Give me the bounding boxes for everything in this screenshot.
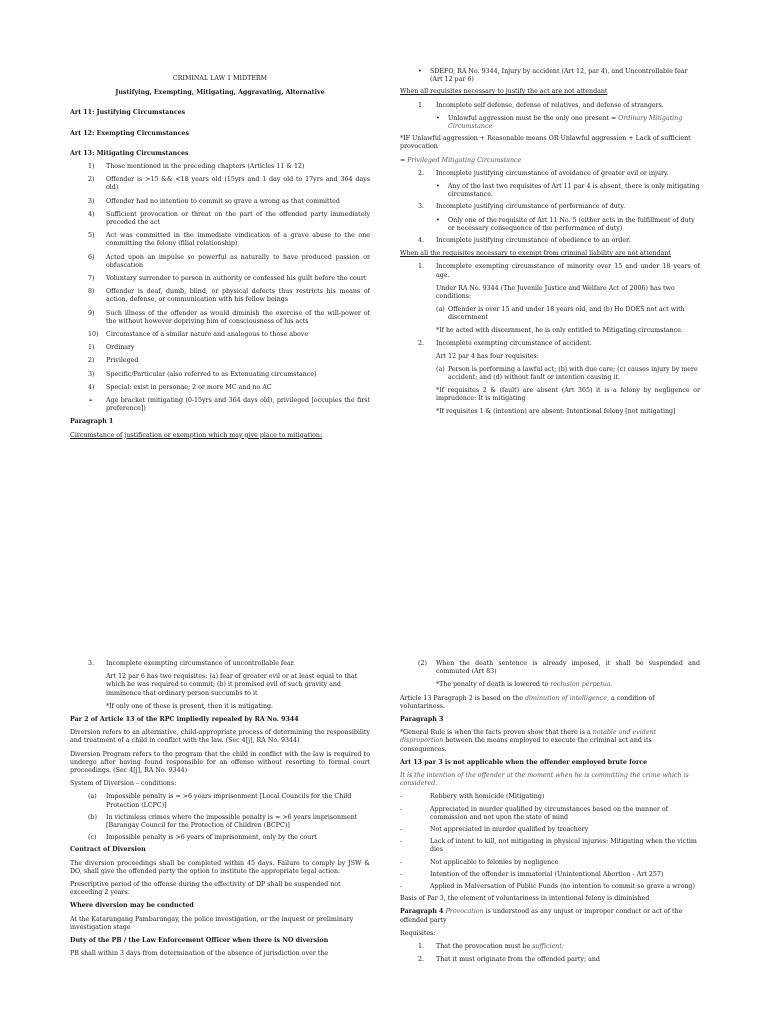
list-item: - Appreciated in murder qualified by circumstances based on the manner of commission and not upon the state of mind xyxy=(400,805,669,821)
document-subtitle: Justifying, Exempting, Mitigating, Aggravating, Alternative xyxy=(115,89,325,97)
exempt-heading: When all the requisites necessary to exempt from criminal liability are not attendant xyxy=(400,250,671,258)
list-item: 9) Such illness of the offender as would diminish the exercise of the will-power of the without however depriving him of consciousness of his acts xyxy=(88,309,370,325)
requisite-note-1: *If requisites 2 & (fault) are absent (Art 365) it is a felony by negligence or imprudence: It is mitigating xyxy=(436,386,700,402)
list-item: 6) Acted upon an impulse so powerful as naturally to have produced passion or obfuscation xyxy=(88,253,370,269)
list-item: 2. Incomplete exempting circumstance of accident. xyxy=(418,339,592,347)
list-item: 1) Ordinary xyxy=(88,344,135,352)
list-item: 2) Offender is >15 && <18 years old (15yrs and 1 day old to 17yrs and 364 days old) xyxy=(88,176,370,192)
paragraph-4-text: Paragraph 4 Provocation is understood as any unjust or improper conduct or act of the offended party xyxy=(400,908,683,924)
list-item: 2) Privileged xyxy=(88,357,139,365)
system-heading: System of Diversion – conditions: xyxy=(70,780,177,788)
justify-heading: When all requisites necessary to justify the act are not attendant xyxy=(400,88,608,96)
discernment-note: *If he acted with discernment, he is only entitled to Mitigating circumstance. xyxy=(436,326,683,334)
list-item: - Applied in Malversation of Public Funds (no intention to commit so grave a wrong) xyxy=(400,883,695,891)
list-item: 4. Incomplete justifying circumstance of obedience to an order. xyxy=(418,237,631,245)
art11-heading: Art 11: Justifying Circumstances xyxy=(70,109,186,117)
list-item: 4) Special: exist in personae; 2 or more MC and no AC xyxy=(88,383,272,391)
document-title: CRIMINAL LAW 1 MIDTERM xyxy=(172,75,268,82)
art12-par4-note: Art 12 par 4 has four requisites: xyxy=(436,353,539,361)
list-item: - Intention of the offender is immaterial (Unintentional Abortion - Art 257) xyxy=(400,870,664,878)
page-section-top-left xyxy=(70,70,370,530)
art12-heading: Art 12: Exempting Circumstances xyxy=(70,129,189,137)
basis-par3: Basis of Par 3, the element of voluntariness in intentional felony is diminished xyxy=(400,895,650,903)
where-text: At the Katarungang Pambarangay, the police investigation, or the inquest or preliminary investigation stage xyxy=(70,915,354,931)
list-item: 7) Voluntary surrender to person in authority or confessed his guilt before the court xyxy=(88,275,367,283)
list-item: 3. Incomplete exempting circumstance of uncontrollable fear. xyxy=(88,660,296,667)
page-section-top-right xyxy=(400,68,700,538)
note-if: *IF Unlawful aggression + Reasonable means OR Unlawful aggression + Lack of sufficient provocation xyxy=(400,135,691,151)
list-item: 1) Those mentioned in the preceding chapters (Articles 11 & 12) xyxy=(88,163,305,171)
list-item: 1. Incomplete self defense, defense of relatives, and defense of strangers. xyxy=(418,101,664,109)
ra9344-note: Under RA No. 9344 (The Juvenile Justice and Welfare Act of 2006) has two conditions: xyxy=(436,284,675,301)
list-item: • Any of the last two requisites of Art 11 par 4 is absent, there is only mitigating circumstance. xyxy=(436,183,700,199)
contract-heading: Contract of Diversion xyxy=(70,846,146,854)
list-item: (a) Person is performing a lawful act; (b) with due care; (c) causes injury by mere accident; and (d) without fault or intention causing it. xyxy=(436,366,698,382)
paragraph-1-text: Circumstance of justification or exemption which may give place to mitigation: xyxy=(70,431,323,439)
list-item: • Unlawful aggression must be the only one present = Ordinary Mitigating Circumstance xyxy=(436,114,683,131)
paragraph-1-heading: Paragraph 1 xyxy=(70,418,114,426)
page-section-bottom-right xyxy=(400,660,700,1024)
list-item: (a) Offender is over 15 and under 18 years old, and (b) He DOES not act with discernment xyxy=(436,306,685,322)
prescriptive-text: Prescriptive period of the offense during the effectivity of DP shall be suspended not exceeding 2 years. xyxy=(70,881,341,897)
mitigating-list xyxy=(70,163,370,413)
duty-heading: Duty of the PB / the Law Enforcement Officer when there is NO diversion xyxy=(70,937,329,945)
list-item: 10) Circumstance of a similar nature and analogous to those above xyxy=(88,331,309,339)
only-one-note: *If only one of these is present, then it is mitigating. xyxy=(106,702,274,710)
duty-text: PB shall within 3 days from determination of the absence of jurisdiction over the xyxy=(70,950,329,958)
list-item: 2. That it must originate from the offended party; and xyxy=(418,956,600,964)
dash-list xyxy=(400,793,700,891)
list-item: - Not applicable to felonies by negligence xyxy=(400,858,559,866)
diversion-definition: Diversion refers to an alternative, child-appropriate process of determining the responsibility and treatment of a child in conflict with the law. (Sec 4[j], RA No. 9344) xyxy=(70,729,370,745)
list-item: 1. Incomplete exempting circumstance of minority over 15 and under 18 years of age. xyxy=(418,263,700,279)
list-item: 2. Incomplete justifying circumstance of avoidance of greater evil or injury. xyxy=(418,169,669,177)
intention-note: It is the intention of the offender at the moment when he is committing the crime which is considered. xyxy=(400,772,689,788)
list-item: • SDEFO, RA No. 9344, Injury by accident (Art 12, par 4), and Uncontrollable fear (Art 12 par 6) xyxy=(418,68,688,84)
general-rule: *General Rule is when the facts proven show that there is a notable and evident disproportion between the means employed to execute the criminal act and its consequences. xyxy=(400,729,657,753)
list-item: • Only one of the requisite of Art 11 No. 5 (either acts in the fulfillment of duty or necessary consequence of the performance of duty) xyxy=(436,216,695,232)
list-item: 4) Sufficient provocation or threat on the part of the offended party immediately preceded the act xyxy=(88,210,370,227)
list-item: 3. Incomplete justifying circumstance of performance of duty. xyxy=(418,203,626,211)
where-heading: Where diversion may be conducted xyxy=(70,902,194,910)
list-item: (c) Impossible penalty is >6 years of imprisonment, only by the court xyxy=(88,834,317,842)
paragraph-3-heading: Paragraph 3 xyxy=(400,716,444,724)
list-item: - Lack of intent to kill, not mitigating in physical injuries: Mitigating when the victim dies xyxy=(400,838,697,854)
death-note: *The penalty of death is lowered to reclusion perpetua. xyxy=(436,681,613,689)
list-item: - Not appreciated in murder qualified by treachery xyxy=(400,826,589,834)
list-item: 5) Act was committed in the immediate vindication of a grave abuse to the one committing the felony (filial relationship) xyxy=(88,232,370,248)
note-eq: = Privileged Mitigating Circumstance xyxy=(400,156,522,164)
par2-heading: Par 2 of Article 13 of the RPC impliedly repealed by RA No. 9344 xyxy=(70,716,299,724)
list-item: ➢ Age bracket (mitigating (0-15yrs and 364 days old), privileged [occupies the first preference]) xyxy=(88,397,370,413)
contract-text: The diversion proceedings shall be completed within 45 days. Failure to comply by JSW & DO, shall give the offended party the option to institute the appropriate legal action. xyxy=(70,859,370,875)
list-item: (2) When the death sentence is already imposed, it shall be suspended and commuted (Art 83) xyxy=(418,660,700,676)
art13-par3-heading: Art 13 par 3 is not applicable when the offender employed brute force xyxy=(400,758,648,766)
list-item: 8) Offender is deaf, dumb, blind, or physical defects thus restricts his means of action, defense, or communication with his fellow beings xyxy=(88,288,370,304)
requisites-heading: Requisites: xyxy=(400,929,436,937)
list-item: 3) Specific/Particular (also referred to as Extenuating circumstance) xyxy=(88,370,317,378)
page-section-bottom-left xyxy=(70,660,370,1024)
art13-par2-basis: Article 13 Paragraph 2 is based on the diminution of intelligence, a condition of voluntariness. xyxy=(400,694,655,710)
list-item: 1. That the provocation must be sufficient; xyxy=(418,943,565,951)
list-item: (a) Impossible penalty is = >6 years imprisonment [Local Councils for the Child Protection (LCPC)] xyxy=(88,793,352,809)
requisite-note-2: *If requisites 1 & (intention) are absent: Intentional felony [not mitigating] xyxy=(436,408,676,416)
list-item: 3) Offender had no intention to commit so grave a wrong as that committed xyxy=(88,197,340,205)
art13-heading: Art 13: Mitigating Circumstances xyxy=(70,149,189,157)
list-item: (b) In victimless crimes where the impossible penalty is = >6 years imprisonment [Barangay Council for the Protection of Children (BCPC)] xyxy=(88,813,358,830)
diversion-program: Diversion Program refers to the program that the child in conflict with the law is required to undergo after having found responsible for an offense without resorting to formal court proceedings. (Sec 4[j], RA No. 9344) xyxy=(70,750,370,775)
art12-par6-note: Art 12 par 6 has two requisites: (a) fear of greater evil or at least equal to that which he was required to commit; (b) it promised evil of such gravity and imminence that ordinary person succumbs to it xyxy=(106,673,358,697)
list-item: - Robbery with homicide (Mitigating) xyxy=(400,793,545,801)
